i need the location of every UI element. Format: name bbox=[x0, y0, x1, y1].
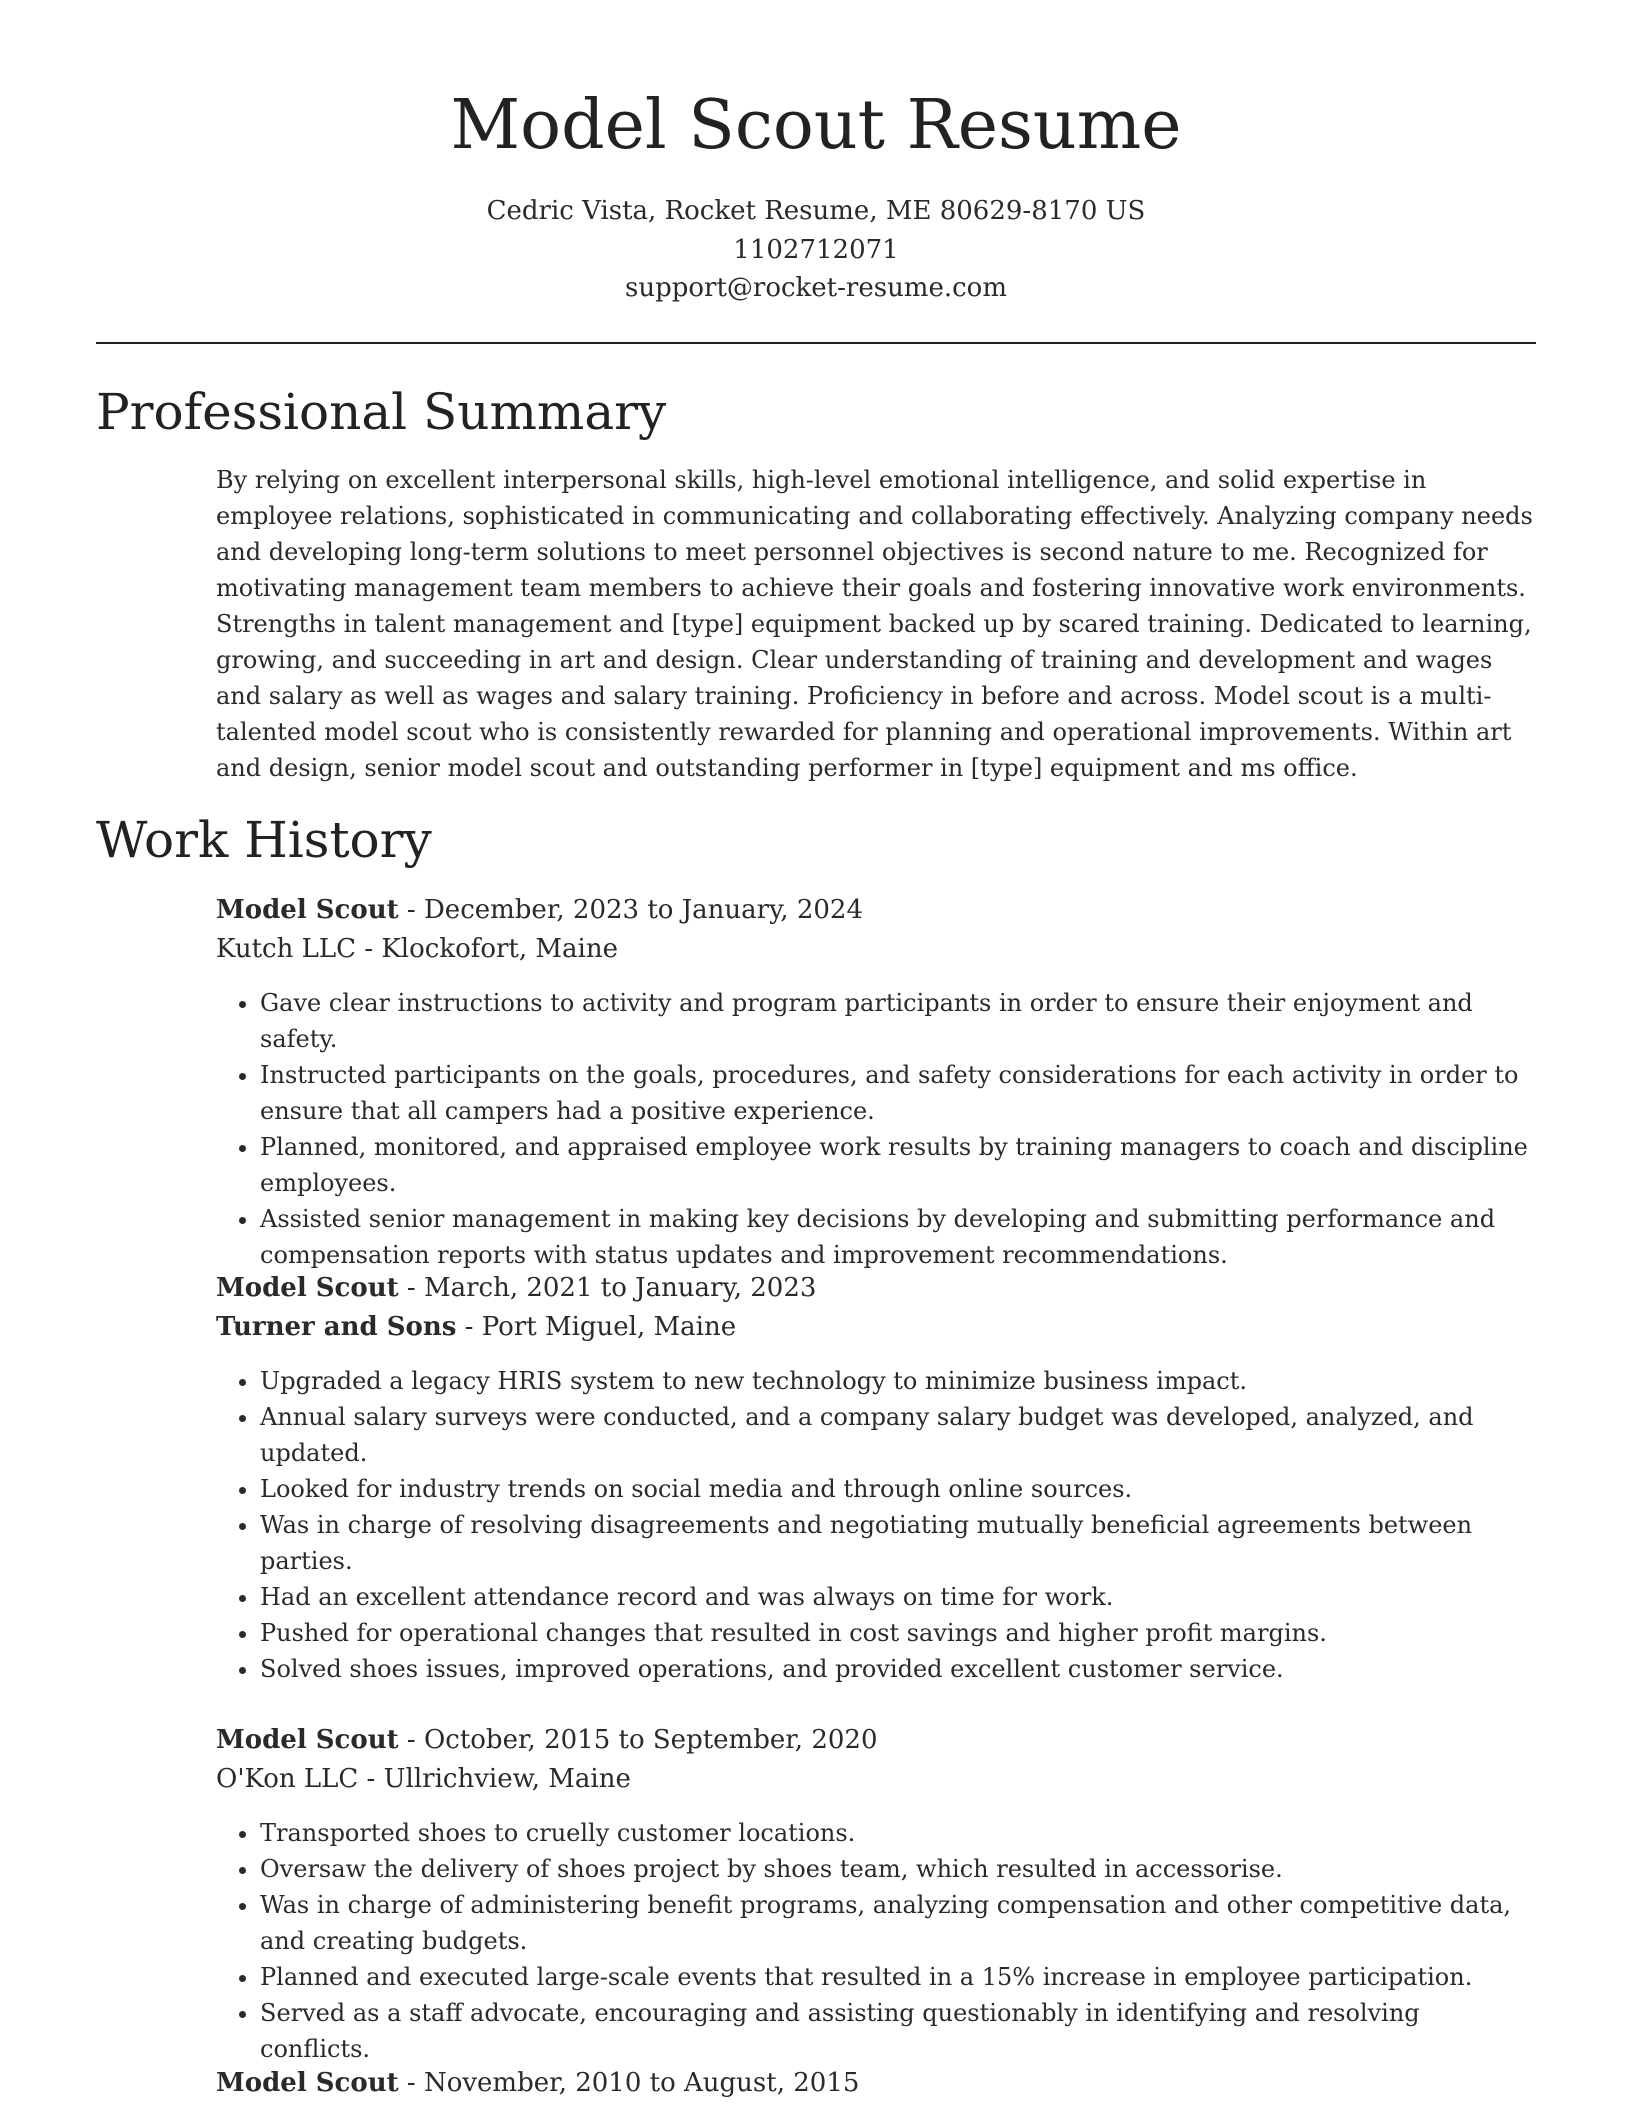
job-bullets bbox=[216, 1363, 1536, 1687]
job-bullet: • Planned, monitored, and appraised employee work results by training managers to coach and discipline employees. bbox=[260, 1129, 1536, 1201]
job-bullet: • Pushed for operational changes that resulted in cost savings and higher profit margins. bbox=[260, 1615, 1536, 1651]
job-bullet: • Gave clear instructions to activity and program participants in order to ensure their enjoyment and safety. bbox=[260, 985, 1536, 1057]
job-bullet: • Planned and executed large-scale events that resulted in a 15% increase in employee participation. bbox=[260, 1959, 1536, 1995]
job-dates: - November, 2010 to August, 2015 bbox=[398, 2068, 860, 2098]
summary-heading: Professional Summary bbox=[96, 383, 667, 441]
job-dates: - October, 2015 to September, 2020 bbox=[398, 1725, 878, 1755]
job-location: - Ullrichview, Maine bbox=[358, 1764, 631, 1794]
summary-text: By relying on excellent interpersonal skills, high-level emotional intelligence, and solid expertise in employee relations, sophisticated in communicating and collaborating effectively. Analyzing company needs and developing long-term solutions to meet personnel objectives is second nature to me. Recognized for motivating management team members to achieve their goals and fostering innovative work environments. Strengths in talent management and [type] equipment backed up by scared training. Dedicated to learning, growing, and succeeding in art and design. Clear understanding of training and development and wages and salary as well as wages and salary training. Proficiency in before and across. Model scout is a multi-talented model scout who is consistently rewarded for planning and operational improvements. Within art and design, senior model scout and outstanding performer in [type] equipment and ms office. bbox=[216, 466, 1533, 782]
job-company: Turner and Sons bbox=[216, 1312, 457, 1342]
job-bullet: • Served as a staff advocate, encouraging and assisting questionably in identifying and resolving conflicts. bbox=[260, 1995, 1536, 2067]
job-bullet: • Oversaw the delivery of shoes project by shoes team, which resulted in accessorise. bbox=[260, 1851, 1536, 1887]
job-location: - Port Miguel, Maine bbox=[456, 1312, 737, 1342]
job-entry bbox=[216, 2064, 1536, 2103]
contact-email: support@rocket-resume.com bbox=[624, 273, 1007, 303]
job-role: Model Scout bbox=[216, 2068, 399, 2098]
job-dates: - December, 2023 to January, 2024 bbox=[398, 895, 863, 925]
job-title-line bbox=[216, 1721, 1536, 1760]
job-bullets bbox=[216, 1815, 1536, 2067]
work-history-heading: Work History bbox=[96, 811, 432, 869]
contact-block bbox=[0, 192, 1632, 308]
job-bullets bbox=[216, 985, 1536, 1273]
job-dates: - March, 2021 to January, 2023 bbox=[398, 1273, 817, 1303]
job-company-line bbox=[216, 930, 1536, 969]
job-bullet: • Was in charge of administering benefit programs, analyzing compensation and other competitive data, and creating budgets. bbox=[260, 1887, 1536, 1959]
job-company-line bbox=[216, 1308, 1536, 1347]
job-bullet: • Solved shoes issues, improved operations, and provided excellent customer service. bbox=[260, 1651, 1536, 1687]
job-bullet: • Instructed participants on the goals, procedures, and safety considerations for each activity in order to ensure that all campers had a positive experience. bbox=[260, 1057, 1536, 1129]
job-entry bbox=[216, 891, 1536, 1273]
header-divider bbox=[96, 342, 1536, 344]
job-company-line bbox=[216, 1760, 1536, 1799]
job-bullet: • Annual salary surveys were conducted, and a company salary budget was developed, analyzed, and updated. bbox=[260, 1399, 1536, 1471]
job-entry bbox=[216, 1721, 1536, 2067]
job-title-line bbox=[216, 1269, 1536, 1308]
job-role: Model Scout bbox=[216, 1725, 399, 1755]
contact-address: Cedric Vista, Rocket Resume, ME 80629-8170 US bbox=[486, 196, 1146, 226]
job-title-line bbox=[216, 2064, 1536, 2103]
job-bullet: • Had an excellent attendance record and was always on time for work. bbox=[260, 1579, 1536, 1615]
job-role: Model Scout bbox=[216, 895, 399, 925]
resume-title: Model Scout Resume bbox=[450, 86, 1182, 165]
job-bullet: • Upgraded a legacy HRIS system to new technology to minimize business impact. bbox=[260, 1363, 1536, 1399]
job-role: Model Scout bbox=[216, 1273, 399, 1303]
job-bullet: • Was in charge of resolving disagreements and negotiating mutually beneficial agreements between parties. bbox=[260, 1507, 1536, 1579]
job-bullet: • Transported shoes to cruelly customer locations. bbox=[260, 1815, 1536, 1851]
job-company: O'Kon LLC bbox=[216, 1764, 359, 1794]
resume-header bbox=[0, 78, 1632, 308]
contact-phone: 1102712071 bbox=[733, 234, 899, 265]
job-bullet: • Looked for industry trends on social media and through online sources. bbox=[260, 1471, 1536, 1507]
job-bullet: • Assisted senior management in making key decisions by developing and submitting performance and compensation reports with status updates and improvement recommendations. bbox=[260, 1201, 1536, 1273]
job-company: Kutch LLC bbox=[216, 934, 357, 964]
job-location: - Klockofort, Maine bbox=[356, 934, 618, 964]
job-title-line bbox=[216, 891, 1536, 930]
job-entry bbox=[216, 1269, 1536, 1687]
